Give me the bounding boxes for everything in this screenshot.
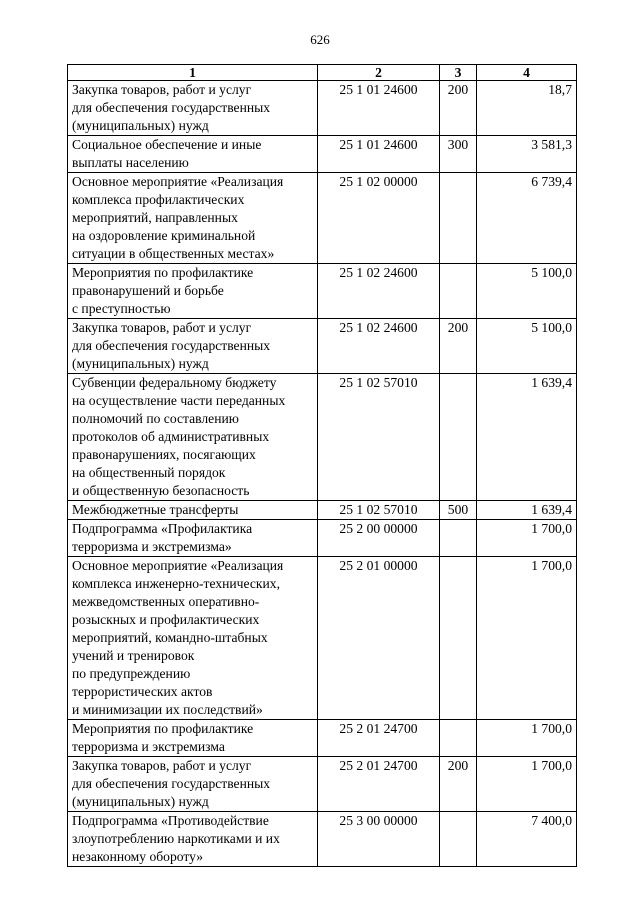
row-name: [68, 501, 318, 520]
row-name-line: террористических актов: [72, 684, 213, 699]
row-amount: 1 700,0: [477, 720, 577, 757]
row-name-line: Социальное обеспечение и иные: [72, 137, 262, 152]
table-row: [68, 557, 577, 720]
row-name-line: выплаты населению: [72, 155, 189, 170]
row-name-line: для обеспечения государственных: [72, 100, 271, 115]
row-code: 25 2 01 24700: [318, 720, 440, 757]
row-name: [68, 136, 318, 173]
row-name-line: ситуации в общественных местах»: [72, 246, 275, 261]
column-header-kind: 3: [440, 65, 477, 81]
row-name-line: Основное мероприятие «Реализация: [72, 174, 284, 189]
row-kind: [440, 374, 477, 501]
row-code: 25 1 02 00000: [318, 173, 440, 264]
row-amount: 7 400,0: [477, 812, 577, 867]
table-row: [68, 319, 577, 374]
row-kind: 200: [440, 319, 477, 374]
column-header-code: 2: [318, 65, 440, 81]
row-code: 25 1 01 24600: [318, 81, 440, 136]
row-name-line: Закупка товаров, работ и услуг: [72, 82, 252, 97]
row-kind: [440, 520, 477, 557]
row-kind: 300: [440, 136, 477, 173]
row-name-line: и общественную безопасность: [72, 483, 250, 498]
row-kind: [440, 173, 477, 264]
row-name-line: на оздоровление криминальной: [72, 228, 256, 243]
row-amount: 6 739,4: [477, 173, 577, 264]
row-name: [68, 557, 318, 720]
row-name-line: полномочий по составлению: [72, 411, 239, 426]
row-name-line: с преступностью: [72, 301, 171, 316]
row-name-line: (муниципальных) нужд: [72, 794, 209, 809]
row-code: 25 2 01 24700: [318, 757, 440, 812]
row-name-line: Межбюджетные трансферты: [72, 502, 239, 517]
row-kind: 200: [440, 757, 477, 812]
row-name-line: Подпрограмма «Противодействие: [72, 813, 269, 828]
row-name-line: розыскных и профилактических: [72, 612, 260, 627]
row-name-line: терроризма и экстремизма»: [72, 539, 232, 554]
column-header-amount: 4: [477, 65, 577, 81]
row-amount: 1 700,0: [477, 520, 577, 557]
row-name-line: Основное мероприятие «Реализация: [72, 558, 284, 573]
row-name-line: комплекса инженерно-технических,: [72, 576, 281, 591]
row-name-line: на осуществление части переданных: [72, 393, 286, 408]
row-name-line: мероприятий, направленных: [72, 210, 238, 225]
row-amount: 1 700,0: [477, 757, 577, 812]
row-code: 25 3 00 00000: [318, 812, 440, 867]
row-kind: [440, 557, 477, 720]
row-amount: 5 100,0: [477, 264, 577, 319]
row-amount: 1 639,4: [477, 501, 577, 520]
row-name-line: правонарушениях, посягающих: [72, 447, 256, 462]
row-code: 25 1 02 57010: [318, 501, 440, 520]
row-name-line: на общественный порядок: [72, 465, 226, 480]
row-name-line: злоупотреблению наркотиками и их: [72, 831, 280, 846]
row-name-line: для обеспечения государственных: [72, 776, 271, 791]
column-header-name: 1: [68, 65, 318, 81]
row-name: [68, 720, 318, 757]
row-name-line: терроризма и экстремизма: [72, 739, 225, 754]
table-header-row: [68, 65, 577, 81]
table-body: [68, 81, 577, 867]
row-name-line: межведомственных оперативно-: [72, 594, 260, 609]
table-row: [68, 136, 577, 173]
row-name-line: Субвенции федеральному бюджету: [72, 375, 277, 390]
row-code: 25 1 02 24600: [318, 319, 440, 374]
row-name: [68, 319, 318, 374]
table-row: [68, 374, 577, 501]
row-name-line: по предупреждению: [72, 666, 191, 681]
row-name: [68, 812, 318, 867]
row-kind: [440, 720, 477, 757]
row-name-line: протоколов об административных: [72, 429, 270, 444]
row-name: [68, 264, 318, 319]
row-name-line: правонарушений и борьбе: [72, 283, 224, 298]
row-code: 25 1 01 24600: [318, 136, 440, 173]
row-name-line: мероприятий, командно-штабных: [72, 630, 268, 645]
row-name-line: комплекса профилактических: [72, 192, 245, 207]
row-name-line: Мероприятия по профилактике: [72, 265, 254, 280]
table-row: [68, 812, 577, 867]
row-code: 25 2 01 00000: [318, 557, 440, 720]
row-code: 25 1 02 24600: [318, 264, 440, 319]
row-name-line: Закупка товаров, работ и услуг: [72, 320, 252, 335]
row-name: [68, 520, 318, 557]
row-name-line: (муниципальных) нужд: [72, 118, 209, 133]
row-name: [68, 374, 318, 501]
row-amount: 5 100,0: [477, 319, 577, 374]
row-name-line: (муниципальных) нужд: [72, 356, 209, 371]
row-name-line: Закупка товаров, работ и услуг: [72, 758, 252, 773]
row-kind: 200: [440, 81, 477, 136]
row-code: 25 1 02 57010: [318, 374, 440, 501]
table-row: [68, 757, 577, 812]
row-kind: 500: [440, 501, 477, 520]
row-name-line: незаконному обороту»: [72, 849, 204, 864]
table-row: [68, 720, 577, 757]
row-amount: 18,7: [477, 81, 577, 136]
row-kind: [440, 812, 477, 867]
row-name-line: учений и тренировок: [72, 648, 195, 663]
row-kind: [440, 264, 477, 319]
table-row: [68, 501, 577, 520]
page-number: 626: [310, 32, 330, 47]
row-name-line: и минимизации их последствий»: [72, 702, 263, 717]
row-name: [68, 173, 318, 264]
table-row: [68, 264, 577, 319]
row-code: 25 2 00 00000: [318, 520, 440, 557]
table-row: [68, 520, 577, 557]
row-name-line: Мероприятия по профилактике: [72, 721, 254, 736]
row-name-line: для обеспечения государственных: [72, 338, 271, 353]
budget-table: [67, 64, 577, 867]
table-row: [68, 173, 577, 264]
row-amount: 1 639,4: [477, 374, 577, 501]
row-name: [68, 81, 318, 136]
row-name-line: Подпрограмма «Профилактика: [72, 521, 253, 536]
table-row: [68, 81, 577, 136]
row-name: [68, 757, 318, 812]
row-amount: 1 700,0: [477, 557, 577, 720]
row-amount: 3 581,3: [477, 136, 577, 173]
